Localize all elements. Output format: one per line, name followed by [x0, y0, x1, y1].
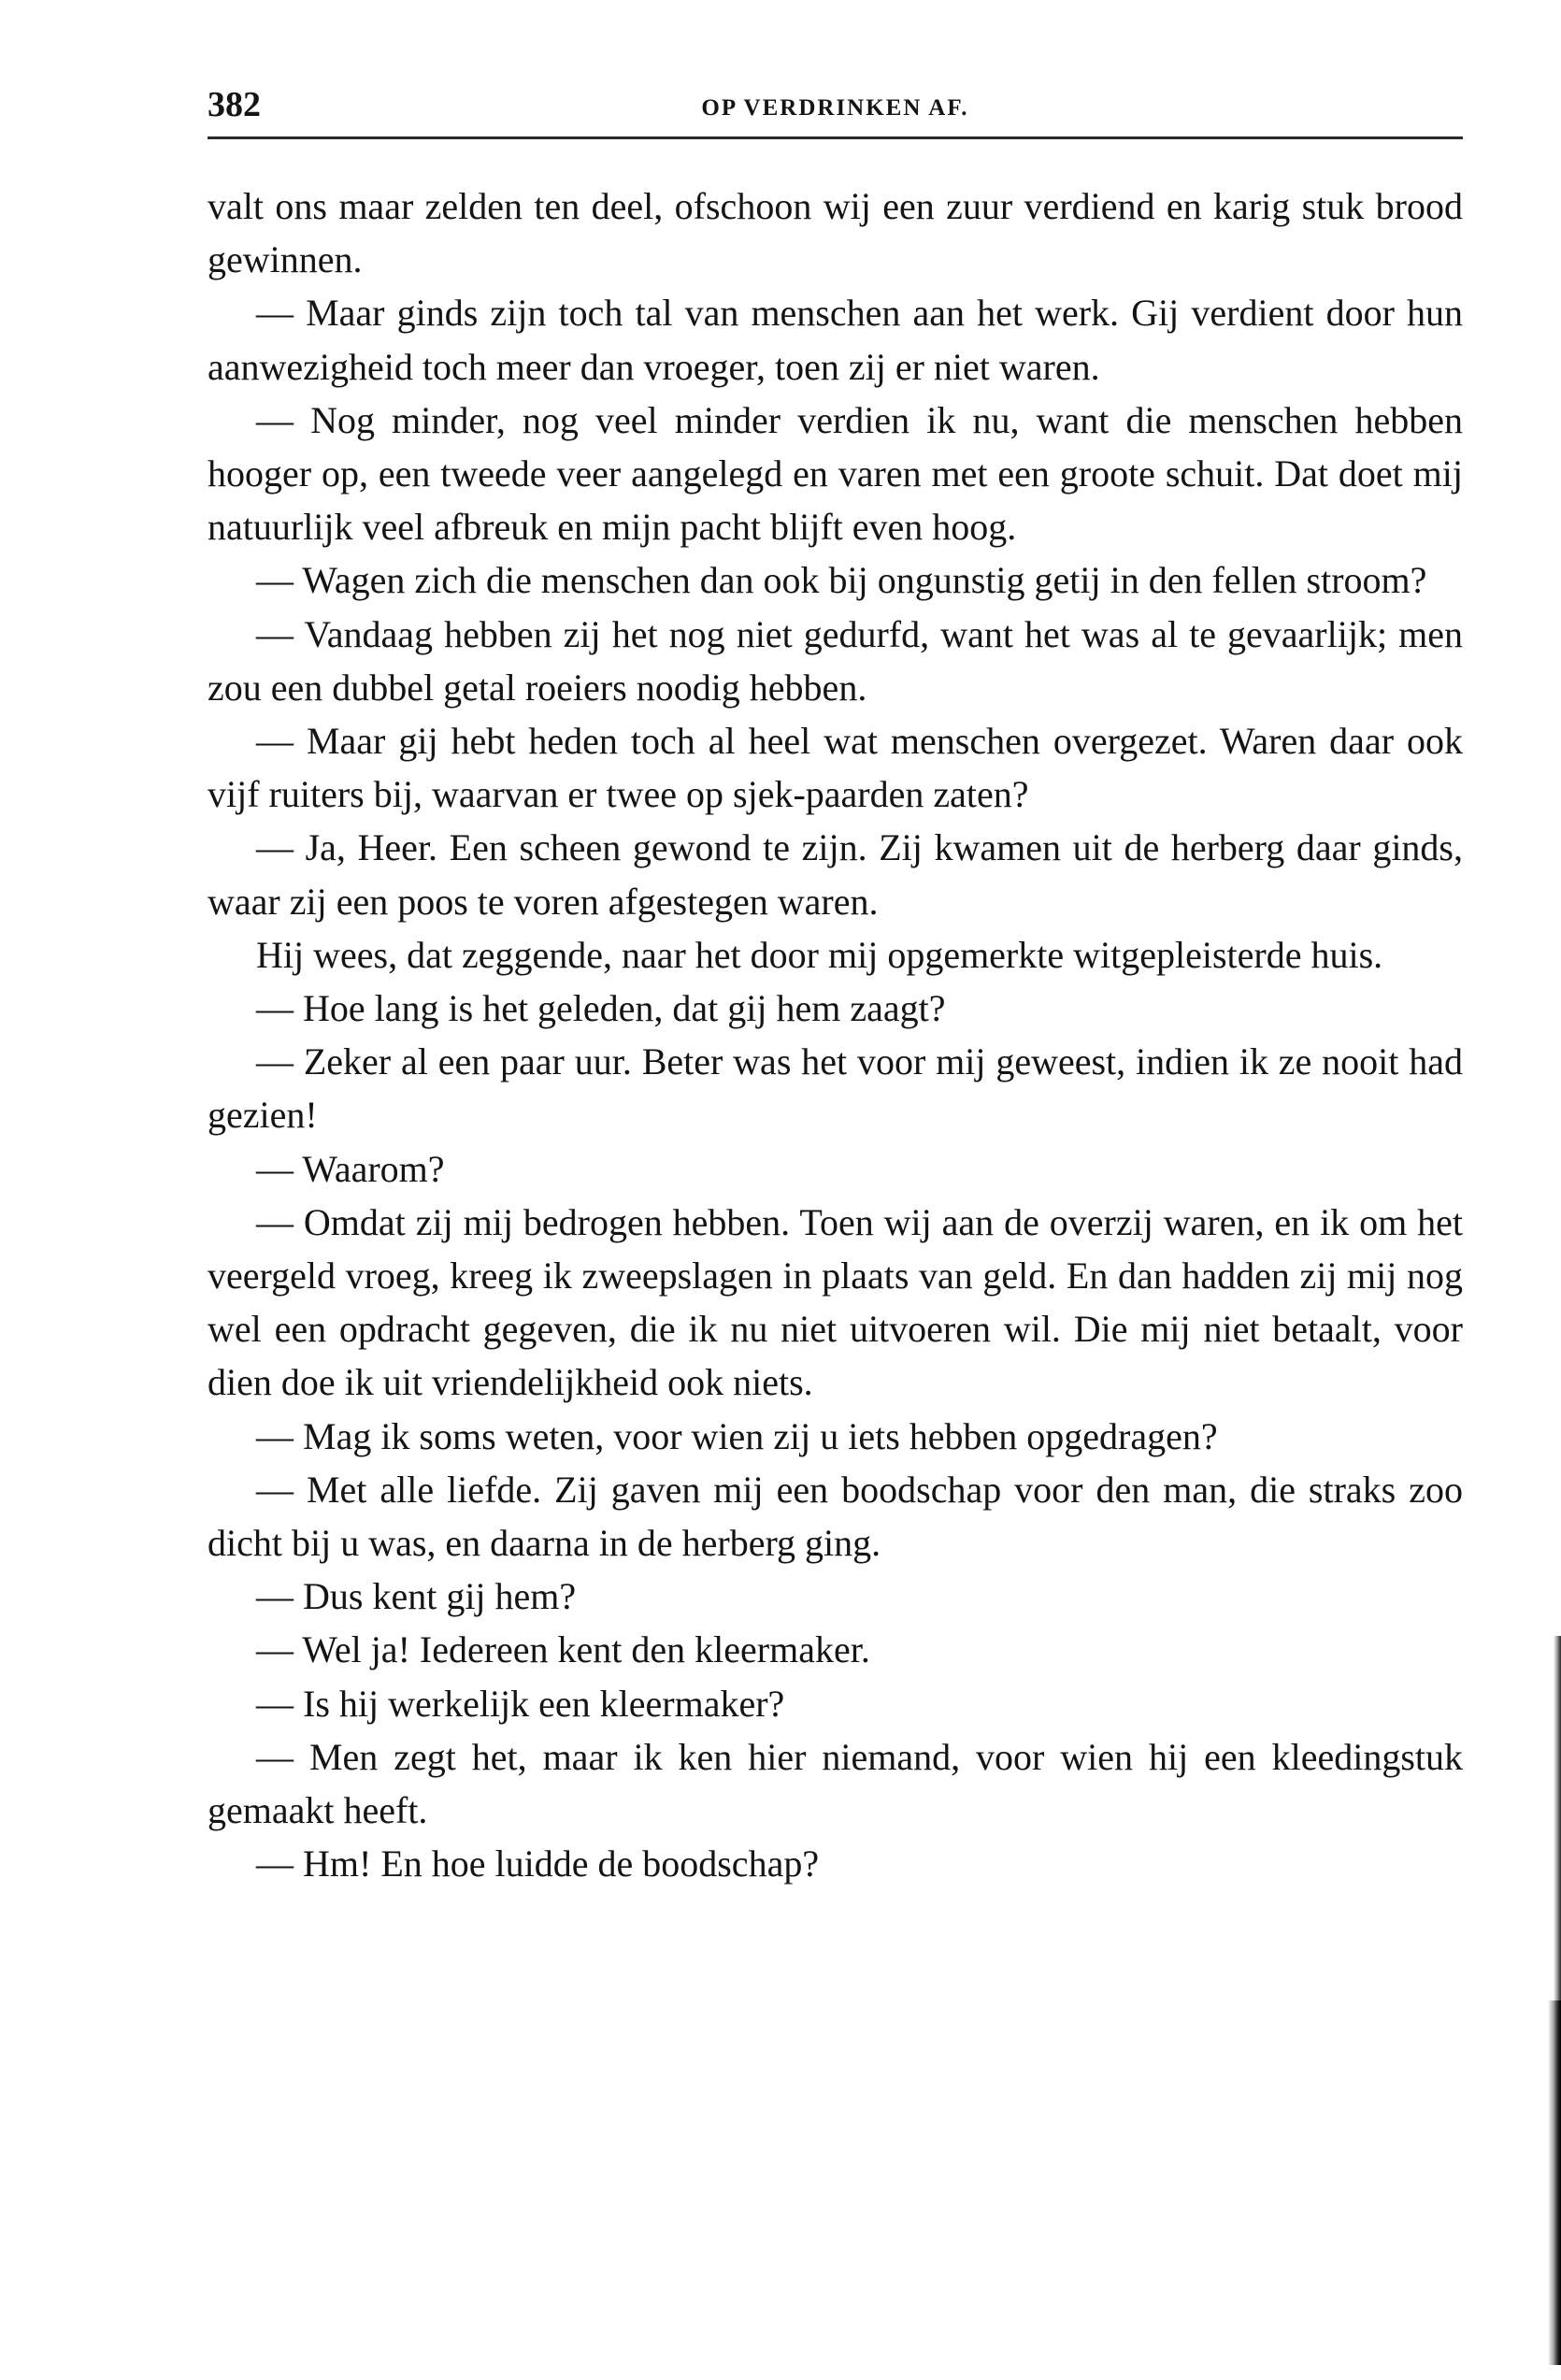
header-rule [208, 136, 1463, 139]
paragraph: — Wel ja! Iedereen kent den kleermaker. [256, 1628, 870, 1671]
paragraph: — Hoe lang is het geleden, dat gij hem zaagt? [256, 987, 946, 1030]
paragraph: — Hm! En hoe luidde de boodschap? [256, 1842, 820, 1885]
paragraph: — Vandaag hebben zij het nog niet gedurfd, want het was al te gevaarlijk; men zou een dubbel getal roeiers noodig hebben. [208, 612, 1463, 709]
paragraph: — Ja, Heer. Een scheen gewond te zijn. Zij kwamen uit de herberg daar ginds, waar zij een poos te voren afgestegen waren. [208, 826, 1463, 923]
paragraph: — Men zegt het, maar ik ken hier niemand, voor wien hij een kleedingstuk gemaakt heeft. [208, 1735, 1463, 1832]
paragraph: — Zeker al een paar uur. Beter was het voor mij geweest, indien ik ze nooit had gezien! [208, 1040, 1463, 1137]
paragraph: valt ons maar zelden ten deel, ofschoon wij een zuur verdiend en karig stuk brood gewinnen. [208, 185, 1463, 281]
paragraph: — Met alle liefde. Zij gaven mij een boodschap voor den man, die straks zoo dicht bij u was, en daarna in de herberg ging. [208, 1468, 1463, 1565]
paragraph: — Maar gij hebt heden toch al heel wat menschen overgezet. Waren daar ook vijf ruiters bij, waarvan er twee op sjek-paarden zaten? [208, 720, 1463, 816]
body-text [208, 179, 1463, 1891]
paragraph: Hij wees, dat zeggende, naar het door mij opgemerkte witgepleisterde huis. [256, 933, 1383, 976]
running-title: OP VERDRINKEN AF. [701, 95, 969, 121]
page-number: 382 [208, 85, 261, 124]
page-header [208, 77, 1463, 133]
paragraph: — Waarom? [256, 1147, 445, 1190]
paragraph: — Mag ik soms weten, voor wien zij u iets hebben opgedragen? [256, 1414, 1218, 1457]
paragraph: — Nog minder, nog veel minder verdien ik nu, want die menschen hebben hooger op, een tweede veer aangelegd en varen met een groote schuit. Dat doet mij natuurlijk veel afbreuk en mijn pacht blijft even hoog. [208, 398, 1463, 549]
paragraph: — Wagen zich die menschen dan ook bij ongunstig getij in den fellen stroom? [256, 559, 1427, 602]
paragraph: — Omdat zij mij bedrogen hebben. Toen wij aan de overzij waren, en ik om het veergeld vroeg, kreeg ik zweepslagen in plaats van geld. En dan hadden zij mij nog wel een opdracht gegeven, die ik nu niet uitvoeren wil. Die mij niet betaalt, voor dien doe ik uit vriendelijkheid ook niets. [208, 1200, 1463, 1404]
paragraph: — Maar ginds zijn toch tal van menschen aan het werk. Gij verdient door hun aanwezigheid toch meer dan vroeger, toen zij er niet waren. [208, 292, 1463, 388]
page-edge-shadow [1548, 2000, 1561, 2365]
paragraph: — Dus kent gij hem? [256, 1575, 577, 1618]
paragraph: — Is hij werkelijk een kleermaker? [256, 1682, 785, 1725]
